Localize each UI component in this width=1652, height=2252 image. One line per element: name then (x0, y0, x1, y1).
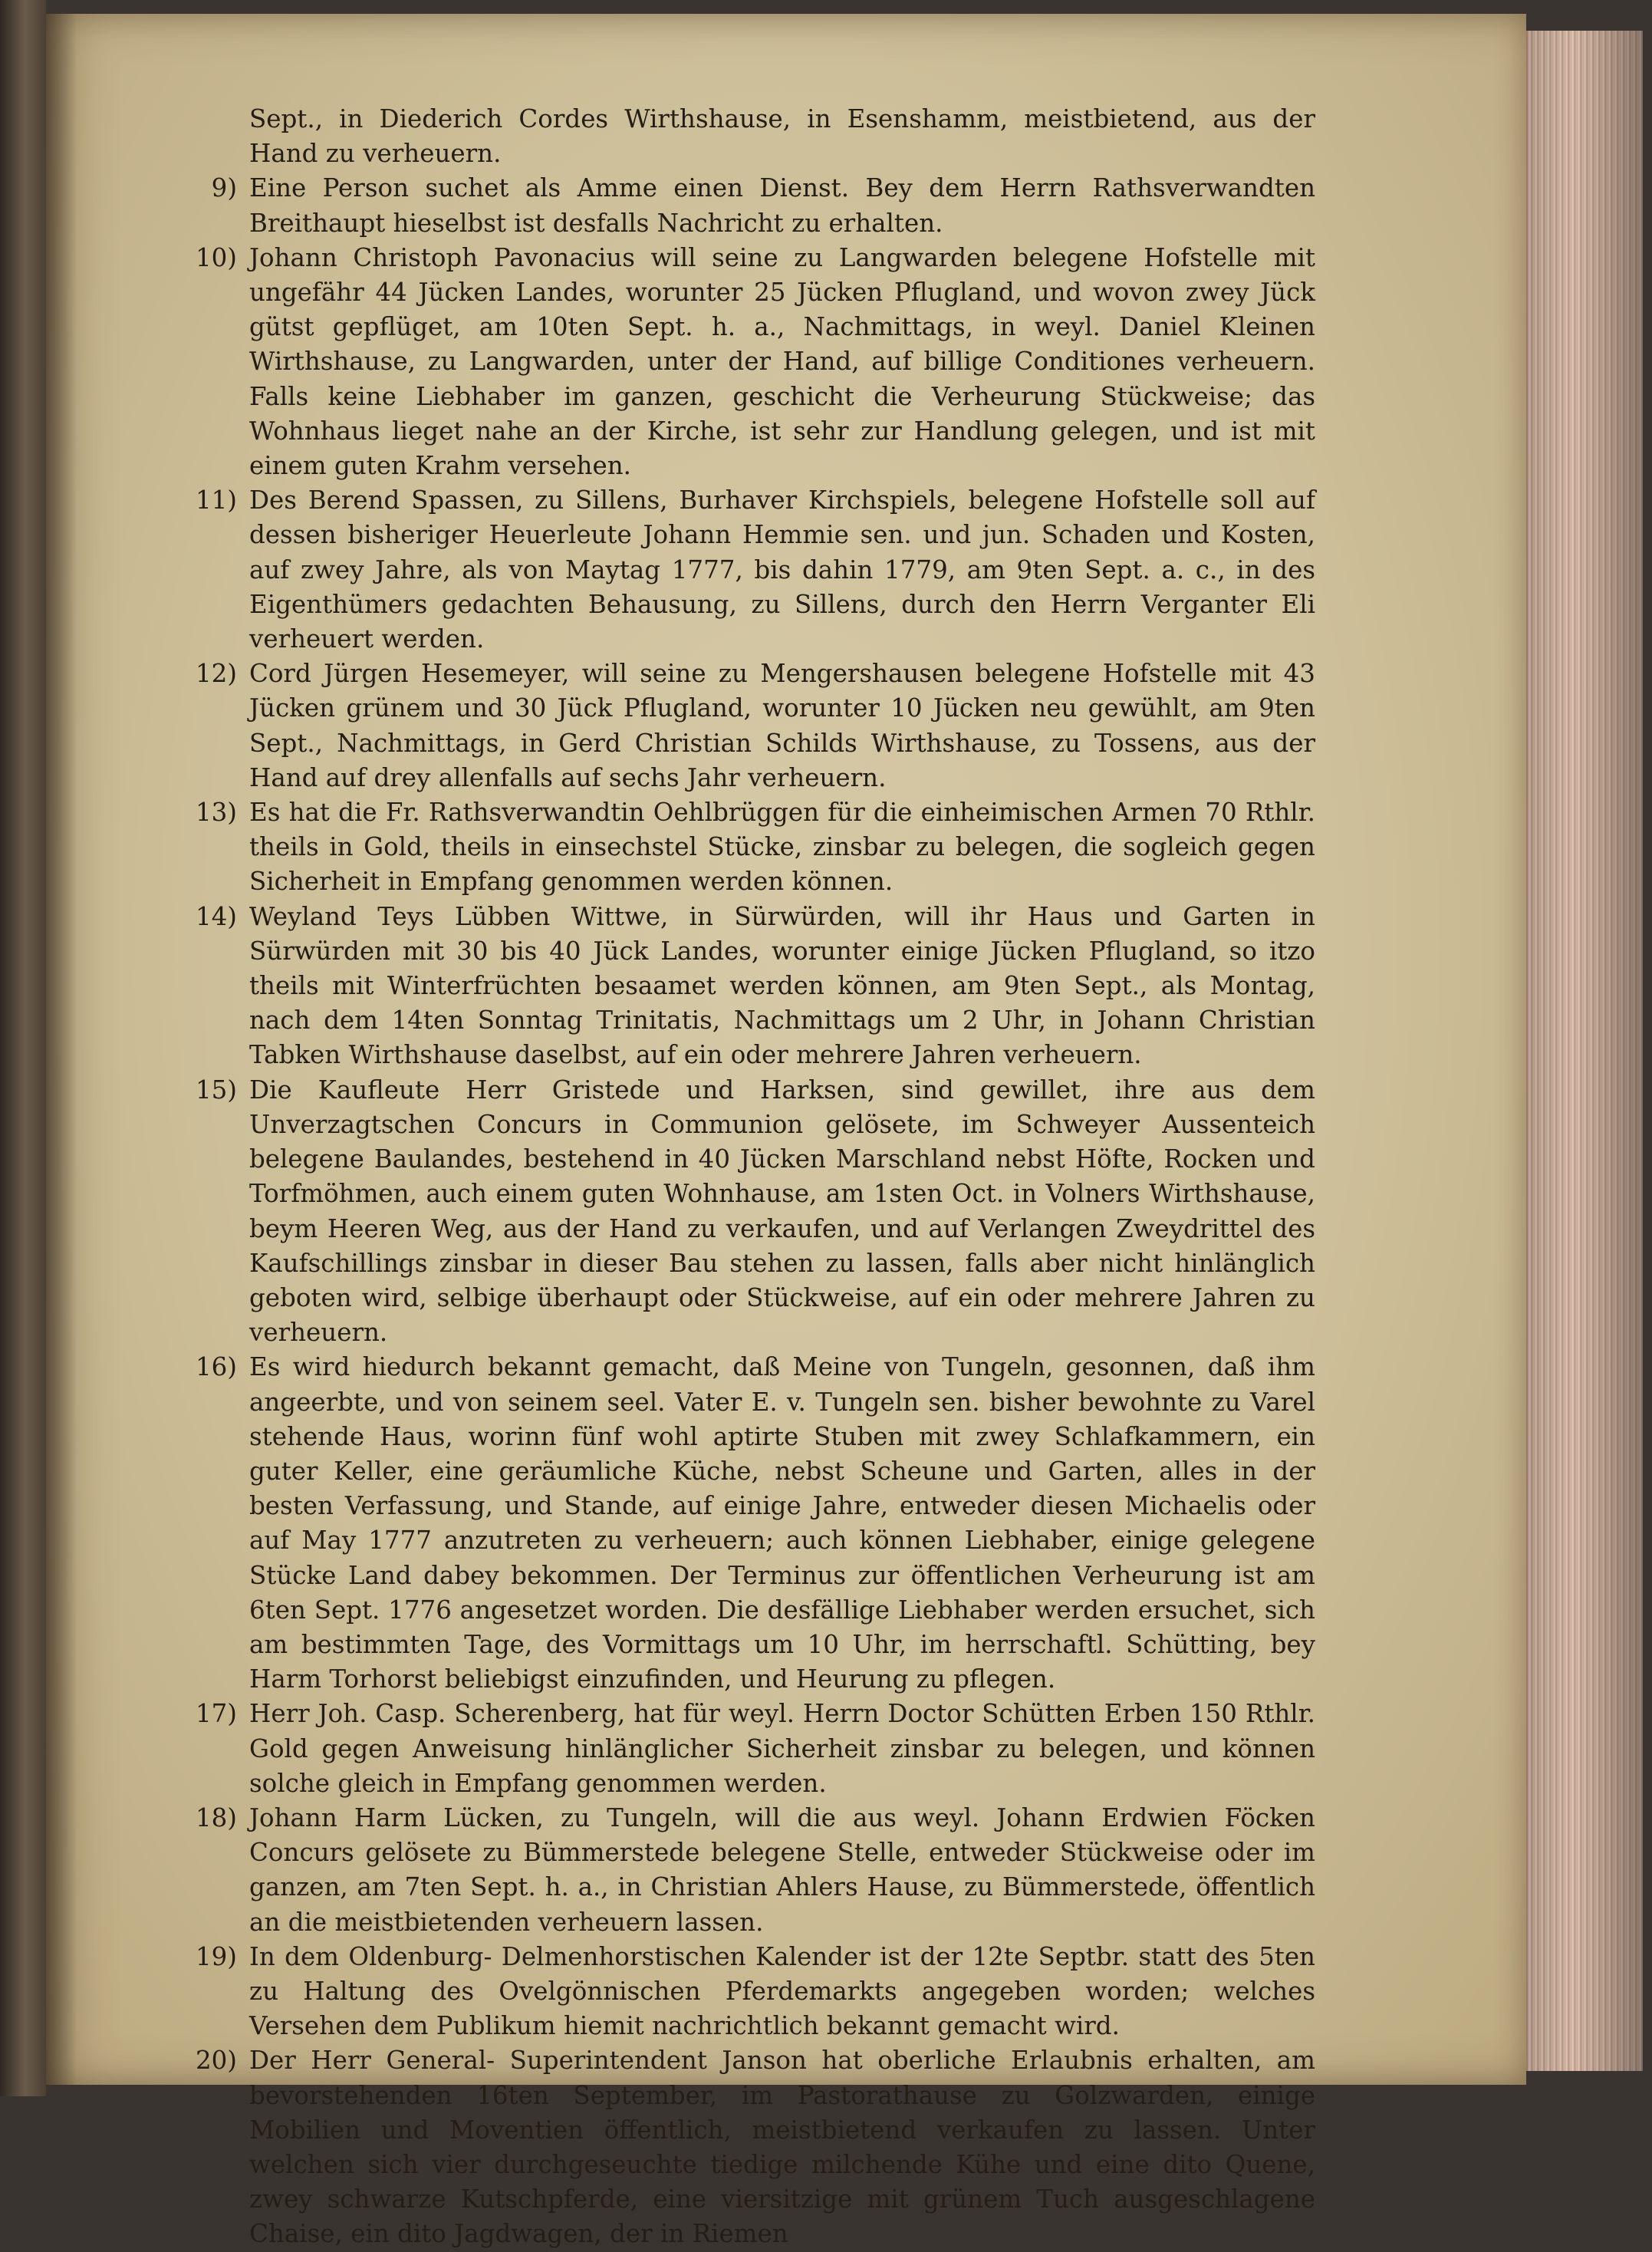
left-page-edge (0, 0, 46, 2096)
entry-number: 17) (195, 1699, 237, 1729)
entry-text: Es wird hiedurch bekannt gemacht, daß Meine von Tungeln, gesonnen, daß ihm angeerbte, und von seinem seel. Vater E. v. Tungeln sen. bisher bewohnte zu Varel stehende Haus, worinn fünf wohl aptirte Stuben mit zwey Schlafkammern, ein guter Keller, eine geräumliche Küche, nebst Scheune und Garten, alles in der besten Verfassung, und Stande, auf einige Jahre, entweder diesen Michaelis oder auf May 1777 anzutreten zu verheuern; auch können Liebhaber, einige gelegene Stücke Land dabey bekommen. Der Terminus zur öffentlichen Verheurung ist am 6ten Sept. 1776 angesetzet worden. Die desfällige Liebhaber werden ersuchet, sich am bestimmten Tage, des Vormittags um 10 Uhr, im herrschaftl. Schütting, bey Harm Torhorst beliebigst einzufinden, und Heurung zu pflegen. (249, 1352, 1315, 1694)
entry-text: Weyland Teys Lübben Wittwe, in Sürwürden, will ihr Haus und Garten in Sürwürden mit 30 bis 40 Jück Landes, worunter einige Jücken Pflugland, so itzo theils mit Winterfrüchten besaamet werden können, am 9ten Sept., als Montag, nach dem 14ten Sonntag Trinitatis, Nachmittags um 2 Uhr, in Johann Christian Tabken Wirthshause daselbst, auf ein oder mehrere Jahren verheuern. (249, 901, 1315, 1070)
entry-10 (150, 241, 1315, 483)
entry-number: 9) (211, 173, 237, 203)
entry-number: 19) (195, 1941, 237, 1971)
entry-17 (150, 1697, 1315, 1801)
entry-13 (150, 795, 1315, 900)
entry-19 (150, 1940, 1315, 2044)
entry-number: 20) (195, 2046, 237, 2076)
entry-text: Johann Christoph Pavonacius will seine zu Langwarden belegene Hofstelle mit ungefähr 44 Jücken Landes, worunter 25 Jücken Pflugland, und wovon zwey Jück gütst gepflüget, am 10ten Sept. h. a., Nachmittags, in weyl. Daniel Kleinen Wirthshause, zu Langwarden, unter der Hand, auf billige Conditiones verheuern. Falls keine Liebhaber im ganzen, geschicht die Verheurung Stückweise; das Wohnhaus lieget nahe an der Kirche, ist sehr zur Handlung gelegen, und ist mit einem guten Krahm versehen. (249, 242, 1315, 481)
page-gutter-shadow (46, 14, 77, 2085)
entry-14 (150, 900, 1315, 1073)
entry-number: 15) (195, 1075, 237, 1105)
entry-15 (150, 1073, 1315, 1351)
entry-text: Des Berend Spassen, zu Sillens, Burhaver Kirchspiels, belegene Hofstelle soll auf dessen bisheriger Heuerleute Johann Hemmie sen. und jun. Schaden und Kosten, auf zwey Jahre, als von Maytag 1777, bis dahin 1779, am 9ten Sept. a. c., in des Eigenthümers gedachten Behausung, zu Sillens, durch den Herrn Verganter Eli verheuert werden. (249, 486, 1315, 654)
entry-16 (150, 1350, 1315, 1697)
entry-11 (150, 483, 1315, 657)
entry-18 (150, 1801, 1315, 1940)
entry-number: 13) (195, 798, 237, 828)
entry-text: Die Kaufleute Herr Gristede und Harksen, sind gewillet, ihre aus dem Unverzagtschen Concurs in Communion gelösete, im Schweyer Aussenteich belegene Baulandes, bestehend in 40 Jücken Marschland nebst Höfte, Rocken und Torfmöhmen, auch einem guten Wohnhause, am 1sten Oct. in Volners Wirthshause, beym Heeren Weg, aus der Hand zu verkaufen, und auf Verlangen Zweydrittel des Kaufschillings zinsbar in dieser Bau stehen zu lassen, falls aber nicht hinlänglich geboten wird, selbige überhaupt oder Stückweise, auf ein oder mehrere Jahren zu verheuern. (249, 1075, 1315, 1348)
entry-text: Es hat die Fr. Rathsverwandtin Oehlbrüggen für die einheimischen Armen 70 Rthlr. theils in Gold, theils in einsechstel Stücke, zinsbar zu belegen, die sogleich gegen Sicherheit in Empfang genommen werden können. (249, 798, 1315, 897)
entry-number: 12) (195, 659, 237, 689)
page-text (150, 102, 1315, 2252)
entry-text: In dem Oldenburg- Delmenhorstischen Kalender ist der 12te Septbr. statt des 5ten zu Haltung des Ovelgönnischen Pferdemarkts angegeben worden; welches Versehen dem Publikum hiemit nachrichtlich bekannt gemacht wird. (249, 1941, 1315, 2041)
entry-20 (150, 2043, 1315, 2251)
entry-text: Der Herr General- Superintendent Janson hat oberliche Erlaubnis erhalten, am bevorstehenden 16ten September, im Pastorathause zu Golzwarden, einige Mobilien und Moventien öffentlich, meistbietend verkaufen zu lassen. Unter welchen sich vier durchgeseuchte tiedige milchende Kühe und eine dito Quene, zwey schwarze Kutschpferde, eine viersitzige mit grünem Tuch ausgeschlagene Chaise, ein dito Jagdwagen, der in Riemen (249, 2046, 1315, 2249)
lead-text: Sept., in Diederich Cordes Wirthshause, in Esenshamm, meistbietend, aus der Hand zu verheuern. (249, 104, 1315, 169)
entry-number: 14) (195, 901, 237, 931)
entry-9 (150, 171, 1315, 240)
entry-12 (150, 657, 1315, 795)
entry-number: 11) (195, 486, 237, 515)
entry-number: 16) (195, 1352, 237, 1382)
entry-number: 10) (195, 242, 237, 272)
lead-paragraph (150, 102, 1315, 171)
entry-text: Johann Harm Lücken, zu Tungeln, will die aus weyl. Johann Erdwien Föcken Concurs gelösete zu Bümmerstede belegene Stelle, entweder Stückweise oder im ganzen, am 7ten Sept. h. a., in Christian Ahlers Hause, zu Bümmerstede, öffentlich an die meistbietenden verheuern lassen. (249, 1803, 1315, 1937)
entry-number: 18) (195, 1803, 237, 1832)
page-edges (1526, 31, 1643, 2071)
entry-text: Herr Joh. Casp. Scherenberg, hat für weyl. Herrn Doctor Schütten Erben 150 Rthlr. Gold gegen Anweisung hinlänglicher Sicherheit zinsbar zu belegen, und können solche gleich in Empfang genommen werden. (249, 1699, 1315, 1798)
entry-text: Eine Person suchet als Amme einen Dienst. Bey dem Herrn Rathsverwandten Breithaupt hieselbst ist desfalls Nachricht zu erhalten. (249, 173, 1315, 238)
entry-text: Cord Jürgen Hesemeyer, will seine zu Mengershausen belegene Hofstelle mit 43 Jücken grünem und 30 Jück Pflugland, worunter 10 Jücken neu gewühlt, am 9ten Sept., Nachmittags, in Gerd Christian Schilds Wirthshause, zu Tossens, aus der Hand auf drey allenfalls auf sechs Jahr verheuern. (249, 659, 1315, 792)
